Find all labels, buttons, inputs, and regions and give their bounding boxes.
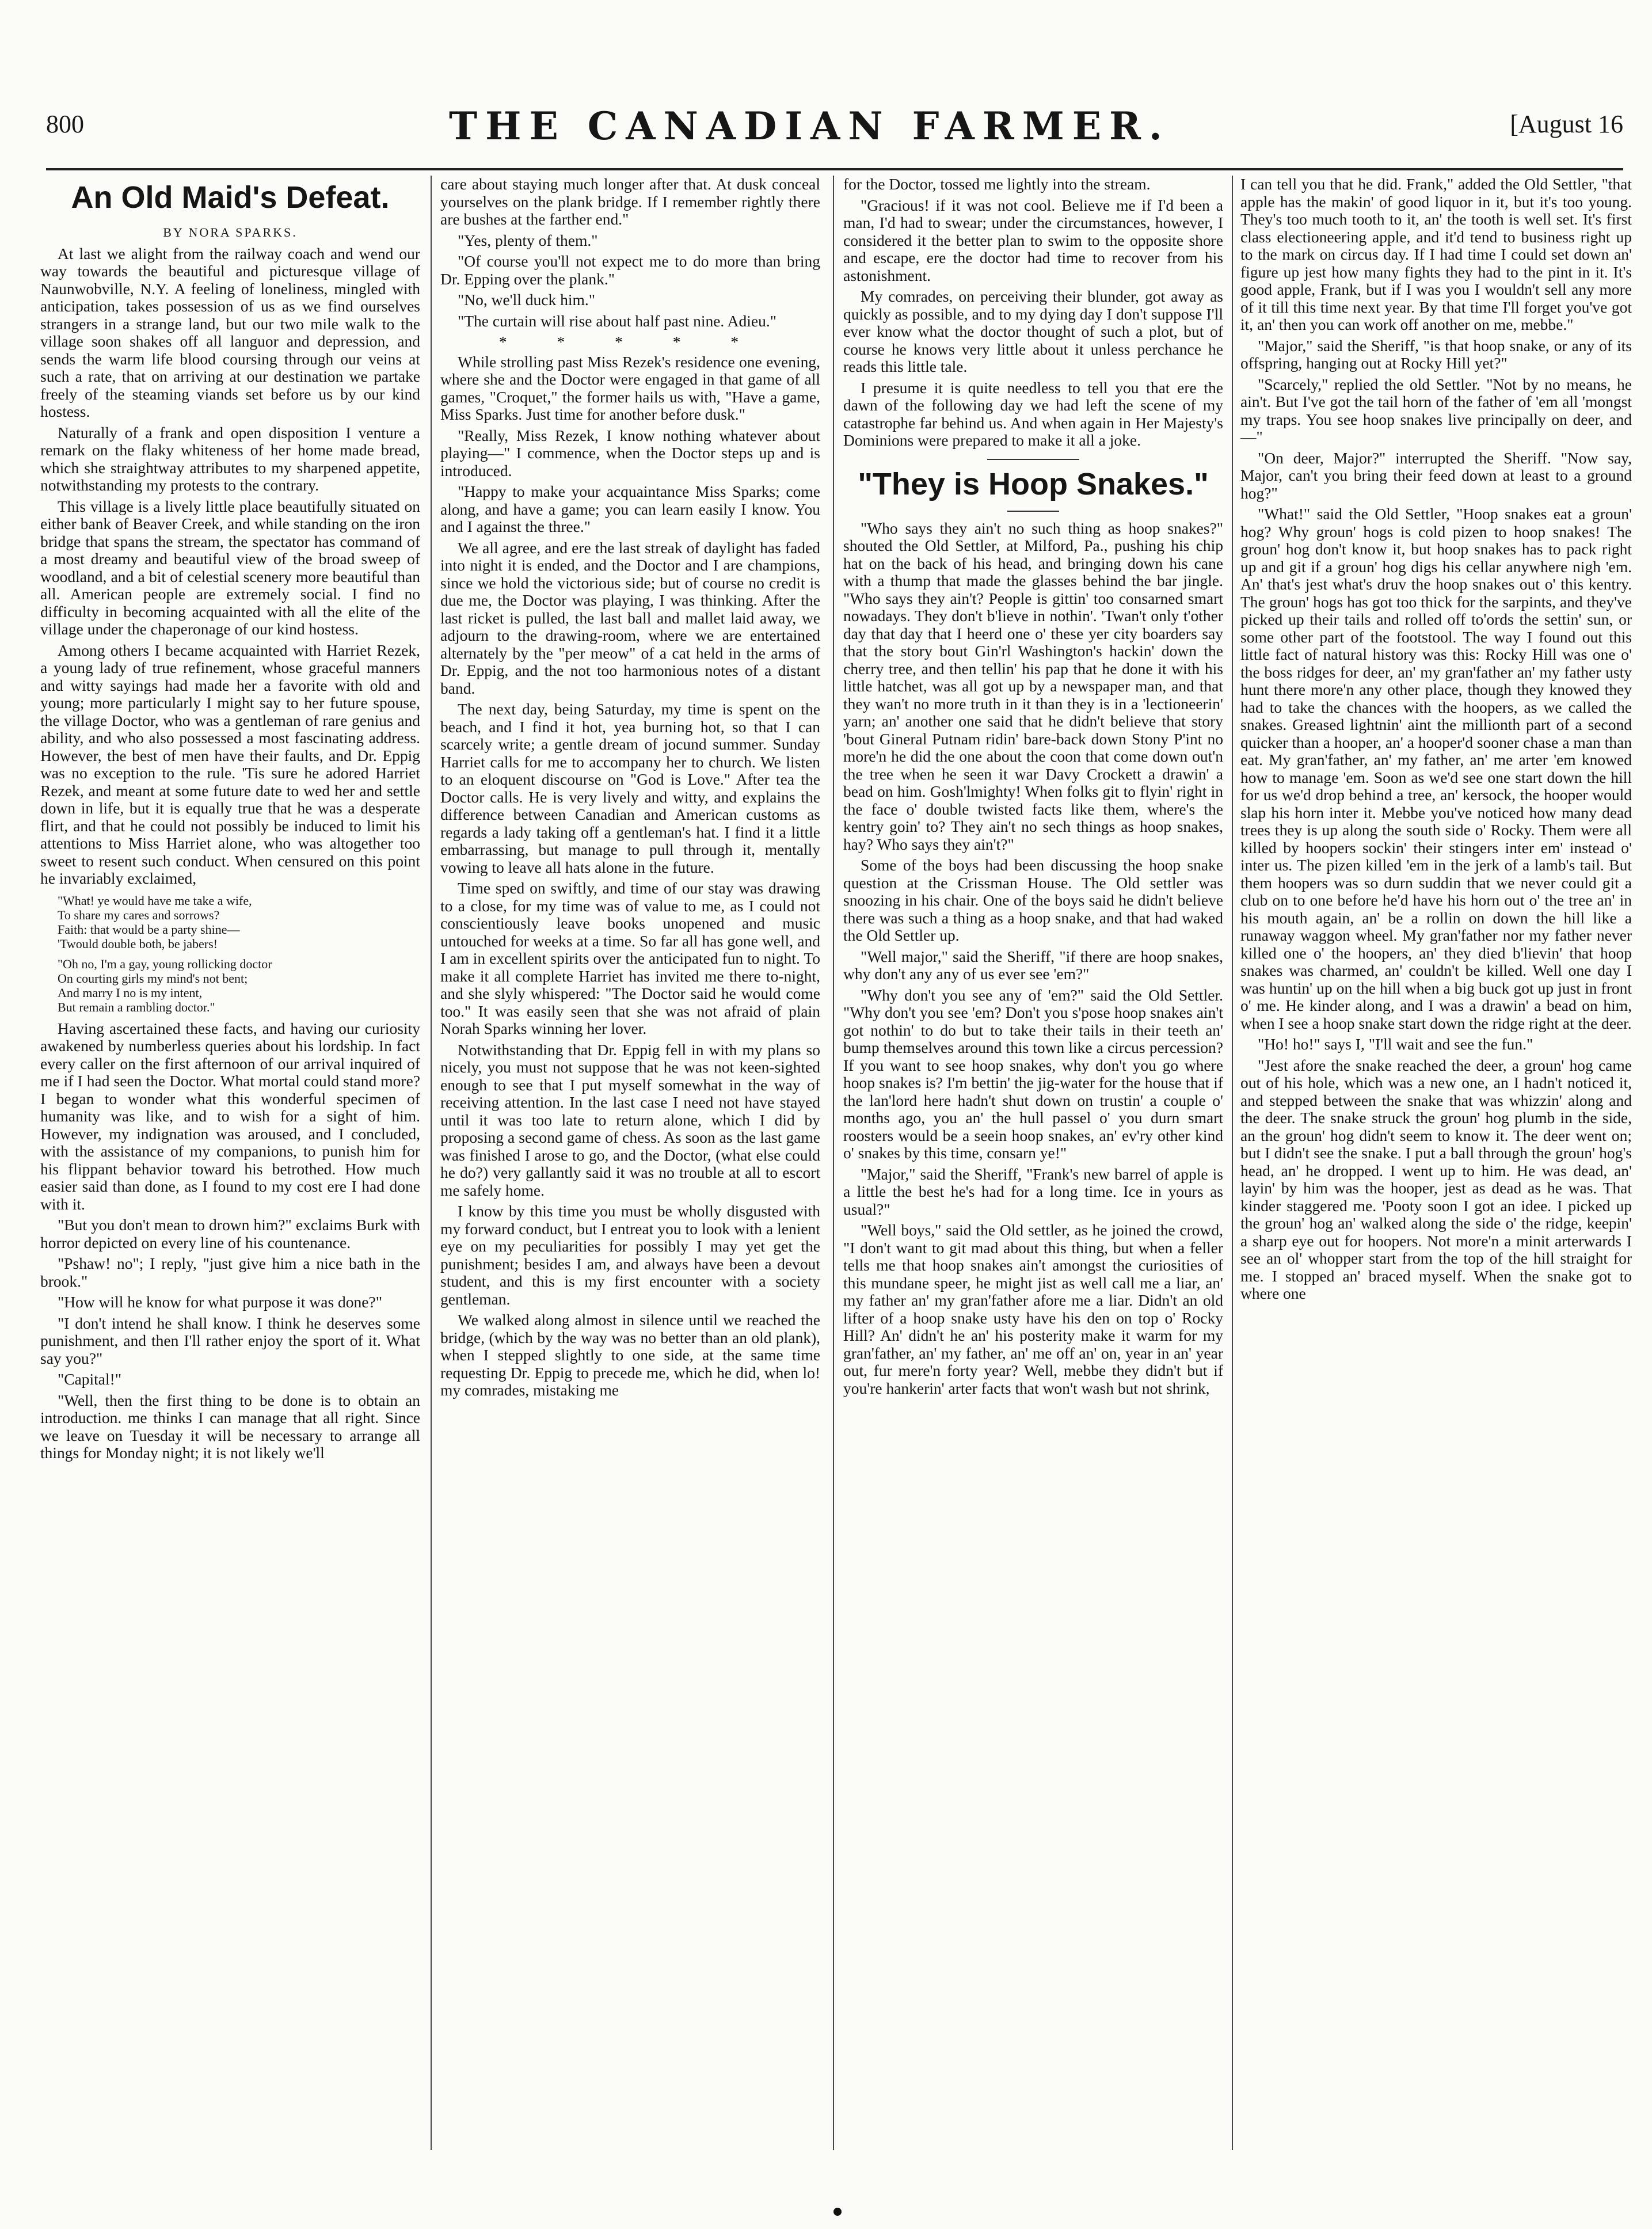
paragraph: "Well, then the first thing to be done is to obtain an introduction. me thinks I can manage that all right. Since we leave on Tuesday it will be necessary to arrange all things for Monday night; it is not likely we'll [40, 1391, 420, 1462]
paragraph: "Ho! ho!" says I, "I'll wait and see the fun." [1258, 1035, 1533, 1053]
article-title: An Old Maid's Defeat. [71, 180, 390, 215]
paragraph: "How will he know for what purpose it was done?" [58, 1293, 382, 1311]
column-1 [40, 176, 420, 2167]
paragraph: My comrades, on perceiving their blunder, got away as quickly as possible, and to my dying day I don't suppose I'll ever know what the doctor thought of such a plot, but of course he knows very little about it unless perchance he reads this little tale. [843, 287, 1223, 375]
paragraph: "But you don't mean to drown him?" exclaims Burk with horror depicted on every line of his countenance. [40, 1216, 420, 1252]
paragraph: "Yes, plenty of them." [458, 231, 598, 249]
paragraph: care about staying much longer after that. At dusk conceal yourselves on the plank bridge. If I remember rightly there are bushes at the farther end." [440, 176, 820, 228]
page-number: 800 [46, 110, 84, 138]
verse-line: And marry I no is my intent, [58, 985, 203, 1000]
paragraph: "Scarcely," replied the old Settler. "Not by no means, he ain't. But I've got the tail horn of the father of 'em all 'mongst my traps. You see hoop snakes live principally on deer, and—" [1240, 375, 1632, 446]
paragraph: "Major," said the Sheriff, "is that hoop snake, or any of its offspring, hanging out at Rocky Hill yet?" [1240, 336, 1632, 372]
verse-line: On courting girls my mind's not bent; [58, 971, 248, 986]
verse-line: Faith: that would be a party shine— [58, 922, 240, 937]
column-rule [431, 176, 432, 2150]
verse-line: "Oh no, I'm a gay, young rollicking doctor [58, 956, 272, 971]
paragraph: Among others I became acquainted with Harriet Rezek, a young lady of true refinement, whose graceful manners and witty sayings had made her a favorite with old and young; more particularly I might say to her future spouse, the village Doctor, who was a gentleman of rare genius and ability, and who also possessed a most fascinating address. However, the best of men have their faults, and Dr. Eppig was no exception to the rule. 'Tis sure he adored Harriet Rezek, and meant at some future date to wed her and settle down in life, but it is equally true that he was a desperate flirt, and that he could not possibly be induced to limit his attentions to Miss Harriet alone, who was altogether too sweet to resent such conduct. When censured on this point he invariably exclaimed, [40, 641, 420, 887]
paragraph: "On deer, Major?" interrupted the Sheriff. "Now say, Major, can't you bring their feed down at least to a ground hog?" [1240, 448, 1632, 502]
paragraph: "What!" said the Old Settler, "Hoop snakes eat a groun' hog? Why groun' hogs is cold pizen to hoop snakes! The groun' hog don't know it, but hoop snakes has to pack right up and git if a groun' hog digs his cellar anywhere nigh 'em. An' that's jest what's druv the hoop snakes out o' this kentry. The groun' hogs has got too thick for the sarpints, and they've picked up their tails and rolled off to'ords the settin' sun, or some other part of the footstool. The way I found out this little fact of natural history was this: Rocky Hill was one o' the boss ridges for deer, an' my gran'father an' my father usty hunt there more'n any other place, though they knowed they had to take the chances with the hoopers, as we called the snakes. Greased lightnin' aint the millionth part of a second quicker than a hooper, an' a hooper'd sooner chase a man than eat. My gran'father, an' my father, an' me arter 'em knowed how to manage 'em. Soon as we'd see one start down the hill for us we'd drop behind a tree, an' kersock, the hooper would slap his horn inter it. Mebbe you've noticed how many dead trees they is up along the south side o' Rocky. Them were all killed by hoopers sockin' their stingers inter em' instead o' inter us. The pizen killed 'em in the jerk of a lamb's tail. But them hoopers was so durn suddin that we never could git a club on to one before he'd have his horn out o' the tree an' in his mouth again, an' be a rollin on down the hill like a runaway waggon wheel. My gran'father nor my father never killed one o' the hoopers, an' they died b'lievin' that hoop snakes was charmed, an' couldn't be killed. Well one day I was huntin' up on the hill when a big buck got up just in front o' me. He kinder along, and I was a drawin' a bead on him, when I see a hoop snake start down the ridge right at the deer. [1240, 505, 1632, 1032]
paper-title: THE CANADIAN FARMER. [449, 104, 1170, 149]
paragraph: Notwithstanding that Dr. Eppig fell in with my plans so nicely, you must not suppose that he was not keen-sighted enough to see that I put myself somewhat in the way of receiving attention. In the last case I need not have stayed until it was too late to return alone, which I did by proposing a second game of chess. As soon as the last game was finished I arose to go, and the Doctor, (what else could he do?) very gallantly said it was no trouble at all to escort me safely home. [440, 1040, 820, 1199]
paragraph: "Well major," said the Sheriff, "if there are hoop snakes, why don't any any of us ever see 'em?" [843, 947, 1223, 983]
paragraph: "Gracious! if it was not cool. Believe me if I'd been a man, I'd had to swear; under the circumstances, however, I considered it the better plan to swim to the opposite shore and escape, ere the doctor had time to recover from his astonishment. [843, 196, 1223, 284]
section-divider [987, 459, 1079, 460]
issue-date: [August 16 [1510, 110, 1623, 138]
paragraph: I presume it is quite needless to tell you that ere the dawn of the following day we had left the scene of my catastrophe far behind us. And when again in Her Majesty's Dominions were prepared to make it all a joke. [843, 378, 1223, 449]
verse-line: "What! ye would have me take a wife, [58, 893, 252, 908]
paragraph: I can tell you that he did. Frank," added the Old Settler, "that apple has the makin' of good liquor in it, but it's too young. They's too much tooth to it, an' the tooth is well set. It's first class electioneering apple, and it'd tend to business right up to the mark on circus day. If I had time I could set down an' figure up jest how many fights they had to the pint in it. It's good apple, Frank, but if I was you I wouldn't sell any more of it till this time next year. By that time I'll forget you've got it, an' then you can work off another on me, mebbe." [1240, 176, 1632, 333]
paragraph: "Of course you'll not expect me to do more than bring Dr. Epping over the plank." [440, 252, 820, 288]
paragraph: This village is a lively little place beautifully situated on either bank of Beaver Creek, and while standing on the iron bridge that spans the stream, the spectator has command of a most dreamy and beautiful view of the broad sweep of woodland, and a bit of celestial scenery more beautiful than all. American people are extremely social. I find no difficulty in becoming acquainted with all the elite of the village under the chaperonage of our kind hostess. [40, 497, 420, 638]
paragraph: "Major," said the Sheriff, "Frank's new barrel of apple is a little the best he's had for a long time. Ice in yours as usual?" [843, 1165, 1223, 1218]
paragraph: I know by this time you must be wholly disgusted with my forward conduct, but I entreat you to look with a lenient eye on my peculiarities for possibly I may yet get the punishment; besides I am, and always have been a devout student, and this is my first encounter with a society gentleman. [440, 1202, 820, 1308]
verse-line: To share my cares and sorrows? [58, 907, 220, 922]
paragraph: "Well boys," said the Old settler, as he joined the crowd, "I don't want to git mad about this thing, but when a feller tells me that hoop snakes ain't amongst the curiosities of this mundane speer, he might jist as well call me a liar, an' my father an' my gran'father afore me a liar. Didn't an old lifter of a hoop snake usty have his den on top o' Rocky Hill? An' didn't he an' his posterity make it warm for my gran'father, an' my father, an' me off an' on, year in an' year out, fur mere'n forty year? Well, mebbe they didn't but if you're hankerin' arter facts that won't wash but not shrink, [843, 1221, 1223, 1397]
paragraph: At last we alight from the railway coach and wend our way towards the beautiful and picturesque village of Naunwobville, N.Y. A feeling of loneliness, mingled with anticipation, takes possession of us as we find ourselves strangers in a strange land, but our two mile walk to the village soon shakes off all languor and depression, and sends the warm life blood coursing through our veins at such a rate, that on arriving at our destination we partake freely of the steaming viands set before us by our kind hostess. [40, 244, 420, 420]
paragraph: "Who says they ain't no such thing as hoop snakes?" shouted the Old Settler, at Milford, Pa., pushing his chip hat on the back of his head, and bringing down his cane with a thump that made the glasses behind the bar jingle. "Who says they ain't? People is gittin' too consarned smart nowadays. They don't b'lieve in nothin'. 'Twan't only t'other day that day that I heerd one o' these yer city boarders say that the story bout Gin'rl Washington's hackin' down the cherry tree, and then tellin' his pap that he done it with his little hatchet, was all got up by a newspaper man, and that they wan't no more truth in it than they is in a 'lectioneerin' yarn; an' another one said that he didn't believe that story 'bout Gineral Putnam ridin' bare-back down Stony P'int no more'n he did the one about the coon that come down out'n the tree when he seen it war Davy Crockett a drawin' a bead on him. Gosh'lmighty! When folks git to flyin' right in the face o' double twisted facts like them, where's the kentry goin' to? They ain't no sech things as hoop snakes, hay? Who says they ain't?" [843, 519, 1223, 853]
paragraph: "Jest afore the snake reached the deer, a groun' hog came out of his hole, which was a new one, an I hadn't noticed it, and stepped between the snake that was whizzin' along and the deer. The snake struck the groun' hog plumb in the side, an the groun' hog didn't seem to know it. The deer went on; but I didn't see the snake. I put a ball through the groun' hog's head, an' he dropped. I went up to him. He was dead, an' layin' by him was the hooper, jest as dead as he was. That kinder staggered me. 'Pooty soon I got an idee. I picked up the groun' hog an' walked along the side o' the ridge, keepin' a sharp eye out for hoopers. Not more'n a minit arterwards I see an ol' whopper start from the top of the hill straight for me. I stopped an' braced myself. When the snake got to where one [1240, 1056, 1632, 1302]
column-3 [843, 176, 1223, 2167]
column-2 [440, 176, 820, 2167]
paragraph: "No, we'll duck him." [458, 291, 595, 309]
verse [58, 893, 420, 1014]
paragraph: "Why don't you see any of 'em?" said the Old Settler. "Why don't you see 'em? Don't you s'pose hoop snakes ain't got nothin' to do but to take their tails in their teeth an' bump themselves around this town like a circus percession? If you want to see hoop snakes, why don't you go where hoop snakes is? I'm bettin' the jig-water for the house that if the lan'lord here hadn't shut down on trustin' a couple o' months ago, you an' the hull passel o' you durn smart roosters would be a seein hoop snakes, an' ev'ry other kind o' snakes by this time, consarn ye!" [843, 986, 1223, 1162]
paragraph: We all agree, and ere the last streak of daylight has faded into night it is ended, and the Doctor and I are champions, since we hold the victorious side; but of course no credit is due me, the Doctor was playing, I was thinking. After the last ricket is pulled, the last ball and mallet laid away, we adjourn to the drawing-room, where we are entertained alternately by the "per meow" of a cat held in the arms of Dr. Eppig, and the not too harmonious notes of a distant band. [440, 538, 820, 697]
column-rule [833, 176, 834, 2150]
verse-line: 'Twould double both, be jabers! [58, 936, 218, 951]
paragraph: Time sped on swiftly, and time of our stay was drawing to a close, for my time was of value to me, as I could not conscientiously leave books unopened and music untouched for weeks at a time. So far all has gone well, and I am in excellent spirits over the anticipated fun to night. To make it all complete Harriet has invited me there to-night, and she slyly whispered: "The Doctor said he would come too." It was easily seen that she was not afraid of plain Norah Sparks winning her lover. [440, 879, 820, 1037]
section-stars: * * * * * [498, 333, 762, 351]
paragraph: We walked along almost in silence until we reached the bridge, (which by the way was no better than an old plank), when I stepped slightly to one side, at the same time requesting Dr. Eppig to precede me, which he did, when lo! my comrades, mistaking me [440, 1311, 820, 1399]
title-rule [1007, 511, 1059, 512]
paragraph: for the Doctor, tossed me lightly into the stream. [843, 176, 1151, 193]
paragraph: "The curtain will rise about half past nine. Adieu." [458, 311, 776, 330]
column-rule [1232, 176, 1233, 2150]
column-4 [1240, 176, 1632, 2167]
paragraph: Some of the boys had been discussing the hoop snake question at the Crissman House. The Old settler was snoozing in his chair. One of the boys said he didn't believe there was such a thing as a hoop snake, and that had waked the Old Settler up. [843, 856, 1223, 944]
paragraph: "I don't intend he shall know. I think he deserves some punishment, and then I'll rather enjoy the sport of it. What say you?" [40, 1314, 420, 1367]
masthead [46, 104, 1623, 150]
bottom-dot [833, 2208, 842, 2216]
paragraph: Having ascertained these facts, and having our curiosity awakened by numberless queries about his lordship. In fact every caller on the first afternoon of our arrival inquired of me if I had seen the Doctor. What mortal could stand more? I began to wonder what this wonderful specimen of humanity was like, and to wish for a sight of him. However, my indignation was aroused, and I concluded, with the assistance of my companions, to punish him for his flippant behavior toward his betrothed. How much easier said than done, as I found to my cost ere I had done with it. [40, 1019, 420, 1213]
paragraph: "Really, Miss Rezek, I know nothing whatever about playing—" I commence, when the Doctor steps up and is introduced. [440, 426, 820, 480]
article-title: "They is Hoop Snakes." [858, 466, 1209, 501]
verse-line: But remain a rambling doctor." [58, 999, 215, 1014]
byline: BY NORA SPARKS. [163, 225, 298, 239]
paragraph: "Capital!" [58, 1370, 122, 1388]
paragraph: Naturally of a frank and open disposition I venture a remark on the flaky whiteness of her home made bread, which she straightway attributes to my sharpened appetite, notwithstanding my protests to the contrary. [40, 423, 420, 494]
masthead-rule [46, 168, 1623, 170]
paragraph: The next day, being Saturday, my time is spent on the beach, and I find it hot, yea burning hot, so that I can scarcely write; a gentle dream of jocund summer. Sunday Harriet calls for me to accompany her to church. We listen to an eloquent discourse on "God is Love." After tea the Doctor calls. He is very lively and witty, and explains the difference between Canadian and American customs as regards a lady taking off a gentleman's hat. I find it a little embarrassing, but manage to pull through it, mentally vowing to leave all hats alone in the future. [440, 700, 820, 876]
paragraph: While strolling past Miss Rezek's residence one evening, where she and the Doctor were engaged in that game of all games, "Croquet," the former hails us with, "Have a game, Miss Sparks. Just time for another before dusk." [440, 352, 820, 423]
paragraph: "Happy to make your acquaintance Miss Sparks; come along, and have a game; you can learn easily I know. You and I against the three." [440, 482, 820, 535]
paragraph: "Pshaw! no"; I reply, "just give him a nice bath in the brook." [40, 1254, 420, 1290]
